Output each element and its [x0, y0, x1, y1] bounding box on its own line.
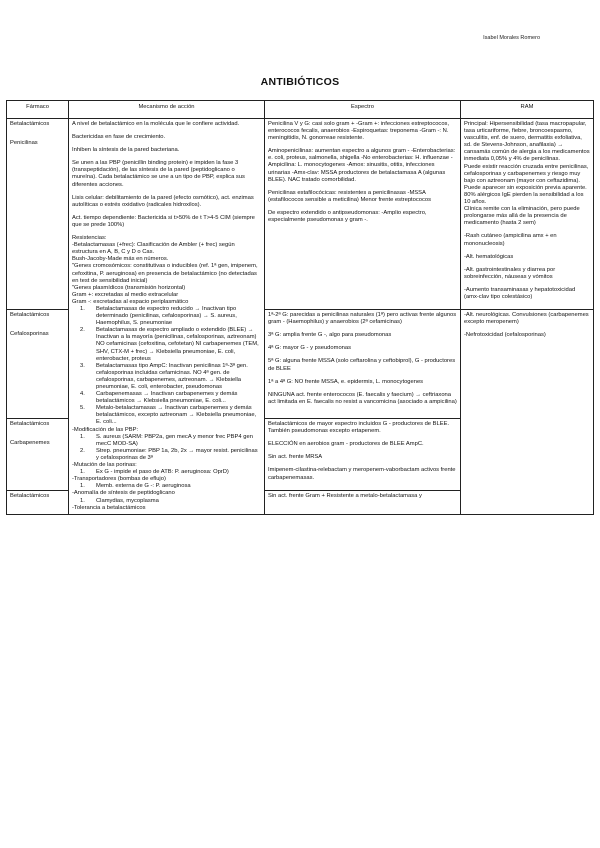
drug-cell [7, 490, 69, 514]
ram-text: Puede existir reacción cruzada entre penicilinas, cefalosporinas y carbapenemes y riesgo muy bajo con aztreonam (mayor con ceftazidima). [464, 163, 589, 184]
betalactamase-list [80, 306, 261, 427]
drug-cell [7, 419, 69, 491]
header-ram: RAM [461, 101, 594, 119]
list-item: 1. Memb. externa de G -: P. aeruginosa [80, 483, 191, 490]
ram-text: Puede aparecer sin exposición previa aparente. [464, 184, 587, 191]
pbp-list [80, 434, 261, 462]
ram-text: -Aumento transaminasas y hepatotoxicidad (amx-clav tipo colestásico) [464, 286, 576, 300]
list-item: 1. Ex G - impide el paso de ATB: P. aeruginosa: OprD) [80, 469, 229, 476]
list-item: 2. Strep. pneumoniae: PBP 1a, 2b, 2x → mayor resist. penicilinas y cefalosporinas de 3ª [80, 447, 258, 461]
list-item: 2. Betalactamasas de espectro ampliado o extendido (BLEE) → Inactivan a la mayoría (penicilinas, cefalosporinas, aztreonam) NO cefamicinas (cefoxitina, cefotetan) NI carbapenemes (TEM, SHV, CTX-M + frec) → Klebsiella pneumoniae, E. coli, enterobacter, proteus [80, 327, 259, 362]
porin-list [80, 469, 261, 476]
mechanism-line: -Tolerancia a betalactámicos [72, 504, 146, 511]
ram-text: -Nefrotoxicidad (cefalosporinas) [464, 332, 546, 339]
spectrum-text: Penicilina V y G: casi solo gram + -Gram +: infecciones estreptococos, enterococos fecalis, anaerobios -Espiroquetas: treponema -Gram -: N. meningitidis, N. gonorreae resistente. [268, 121, 450, 142]
spectrum-text: Sin act. frente MRSA [268, 454, 323, 461]
transporter-list [80, 483, 261, 490]
spectrum-text: Imipenem-cilastina-relebactam y meropenem-vaborbactam activos frente carbapenemasas. [268, 467, 456, 481]
drug-family: Betalactámicos [10, 121, 50, 127]
header-mecanismo: Mecanismo de acción [69, 101, 265, 119]
ram-text: Principal: Hipersensibilidad (tasa macropapular, tasa urticariforme, fiebre, broncoespasmo, vasculitis, enf. de suero, dermatitis exfoliativa, sd. de Stevens-Johnson, anafilaxia) → cansamás común de alergia a los medicamentos inmediata 0,05% y 4% de penicilinas. [464, 121, 590, 163]
ram-text: -Alt. hematológicas [464, 253, 514, 260]
antibiotics-table [6, 100, 594, 515]
ram-text: -Alt. gastrointestinales y diarrea por sobreinfección, náuseas y vómitos [464, 266, 556, 280]
spectrum-text: Betalactámicos de mayor espectro incluidos G - productores de BLEE. También pseudomonas excepto ertapenem. [268, 421, 450, 435]
spectrum-text: NINGUNA act. frente enterococos (E. faecalis y faecium) → ceftriaxona act limitada en E. faecalis no resist a vancomicina (asociado a ampicilina) [268, 391, 457, 405]
mechanism-text: Lisis celular: debilitamiento de la pared (efecto osmótico), act. enzimas autolíticas o estrés oxidativo (radicales hidroxilos). [72, 194, 254, 208]
drug-family: Betalactámicos [10, 421, 50, 428]
ram-text: 80% alérgicos IgE pierden la sensibilidad a los 10 años. [464, 191, 584, 206]
mechanism-text: A nivel de betalactámico en la molécula que le confiere actividad. [72, 121, 240, 127]
mechanism-line: -Anomalía de síntesis de peptidoglicano [72, 490, 175, 497]
ram-text: -Alt. neurológicas. Convulsiones (carbapenemes excepto meropenem) [464, 312, 589, 326]
spectrum-cell [265, 119, 461, 310]
mechanism-line: -Modificación de las PBP: [72, 426, 139, 433]
drug-cell [7, 310, 69, 419]
mechanism-text: Se unen a las PBP (penicillin binding protein) e impiden la fase 3 (transpeptidación), de las síntesis de la pared (peptidoglicano o mureína). Cada betalactámico se une a un tipo de PBP, explica sus diferentes acciones. [72, 160, 245, 188]
page-title: ANTIBIÓTICOS [260, 76, 340, 88]
mechanism-line: -Mutación de las porinas: [72, 462, 137, 469]
table-header-row [7, 101, 594, 119]
mechanism-text: Inhiben la síntesis de la pared bacteriana. [72, 147, 180, 154]
ram-text: -Rash cutáneo (ampicilina amx + en mononucleosis) [464, 233, 557, 247]
mechanism-line: Bush-Jacoby-Made más en números. [72, 256, 169, 263]
drug-family: Betalactámicos [10, 492, 50, 499]
ram-text: Clínica remite con la eliminación, pero puede prolongarse más allá de la presencia de medicamento (hasta 2 sem) [464, 206, 580, 227]
spectrum-text: 5ª G: alguna frente MSSA (solo ceftarolina y ceftobiprol), G - productores de BLEE [268, 358, 456, 372]
spectrum-cell [265, 310, 461, 419]
spectrum-text: De espectro extendido o antipseudomonas: -Amplio espectro, especialmente pseudomonas y gram -. [268, 209, 427, 224]
spectrum-text: Sin act. frente Gram + Resistente a metalo-betalactamasa y [268, 492, 422, 499]
ram-cell [461, 310, 594, 515]
spectrum-cell [265, 419, 461, 491]
drug-family: Betalactámicos [10, 312, 50, 319]
drug-group: Cefalosporinas [10, 331, 49, 338]
mechanism-line: -Betalactamasas (+frec): Clasificación de Ambler (+ frec) según estructura en A, B, C y D o Cas. [72, 242, 235, 256]
drug-group: Carbapenemes [10, 440, 50, 447]
ram-cell [461, 119, 594, 310]
list-item: 1. S. aureus (SARM: PBP2a, gen mecA y menor frec PBP4 gen mecC MOD-SA) [80, 433, 253, 447]
author-name: Isabel Morales Romero [483, 35, 540, 41]
spectrum-text: ELECCIÓN en aerobios gram - productores de BLEE AmpC. [268, 441, 424, 448]
list-item: 4. Carbapenemasas → Inactivan carbapenemes y demás betalactámicos → Klebsiella pneumoniae, E. coli... [80, 391, 238, 405]
mechanism-line: "Genes plasmídicos (transmisión horizontal) [72, 284, 186, 291]
spectrum-text: 3ª G: amplia frente G -, algo para pseudomonas [268, 332, 392, 339]
spectrum-text: Penicilinas estafilocócicas: resistentes a penicilinasas -MSSA (estafilococos sensible a meticilina) Menor frente estreptococos [268, 189, 432, 203]
header-farmaco: Fármaco [7, 101, 69, 119]
mechanism-text: Act. tiempo dependiente: Bactericida si t>50% de t T>4-5 CIM (siempre que se prede 100%) [72, 214, 255, 228]
mechanism-text: Bactericidas en fase de crecimiento. [72, 134, 166, 141]
spectrum-text: 4ª G: mayor G - y pseudomonas [268, 345, 352, 352]
mechanism-cell [69, 119, 265, 515]
spectrum-cell [265, 490, 461, 514]
spectrum-text: 1ª a 4ª G: NO frente MSSA, e. epidermis, L. monocytogenes [268, 378, 424, 385]
spectrum-text: Aminopenicilinas: aumentan espectro a algunos gram - -Enterobacterias: e. coli, proteus, salmonella, shigella -No enterobacterias: H. influenzae -Ampicilina: L. monocytogenes -Amox: sinusitis, otitis, infecciones urinarias -Amx-clav: MSSA productores de betalactamasa A (algunas BLEE). NAC tratado comorbilidad. [268, 148, 456, 183]
mechanism-line: -Transportadores (bombas de eflujo) [72, 476, 166, 483]
list-item: 3. Betalactamasas tipo AmpC: Inactivan penicilinas 1ª-3ª gen. cefalosporinas incluidas cefamicinas. NO 4ª gen. de cefalosporinas, carbapenemes, aztreonam. → Klebsiella pneumoniae, E. coli, enterobacter, pseudomonas [80, 362, 248, 390]
table-row [7, 119, 594, 310]
spectrum-text: 1ª-2ª G: parecidas a penicilinas naturales (1ª) pero activas frente algunos gram - (Haemophilus) y anaerobios (2ª cefamicinas) [268, 312, 457, 326]
mechanism-line: "Genes cromosómicos: constitutivas o inducibles (ref. 1ª gen, imipenem, cefoxitina, P. aeruginosa) en presencia de betalactámico (no detectadas en test de sensibilidad inicial) [72, 263, 258, 284]
resistance-heading: Resistencias: [72, 235, 107, 242]
mechanism-line: Gram +: excretadas al medio extracelular [72, 291, 179, 298]
drug-cell [7, 119, 69, 310]
anomaly-list [80, 498, 261, 505]
list-item: 1. Betalactamasas de espectro reducido → Inactivan tipo determinado (penicilinas, cefalosporinas) → S. aureus, Haemophilus, S. pneumoniae [80, 305, 237, 327]
list-item: 5. Metalo-betalactamasas → Inactivan carbapenemes y demás betalactámicos, excepto aztreonam → Klebsiella pneumoniae, E. coli... [80, 405, 257, 426]
header-espectro: Espectro [265, 101, 461, 119]
list-item: 1. Clamydias, mycoplasma [80, 497, 159, 504]
drug-group: Penicilinas [10, 140, 38, 147]
mechanism-line: Gram -: excretadas al espacio periplasmático [72, 298, 189, 305]
